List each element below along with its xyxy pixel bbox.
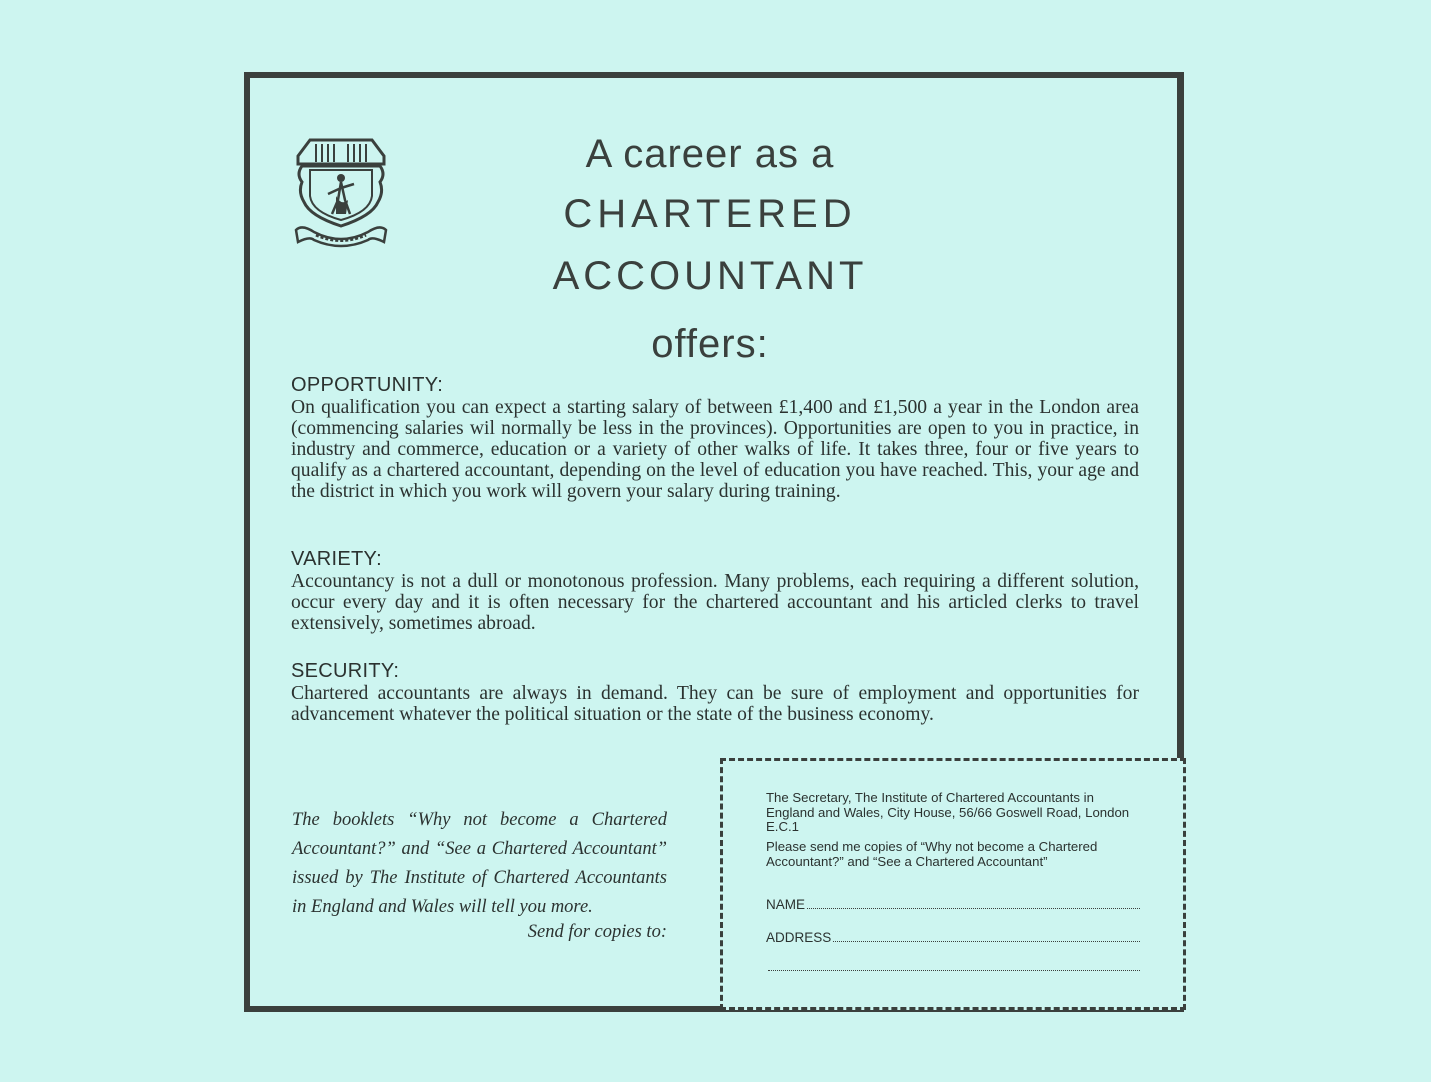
name-line[interactable] — [807, 908, 1140, 909]
booklet-text: The booklets “Why not become a Chartered Accountant?” and “See a Chartered Accountant” issued by The Institute of Chartered Accountants in England and Wales will tell you more. — [292, 810, 667, 917]
send-for-text: Send for copies to: — [527, 922, 667, 942]
address-field[interactable] — [766, 930, 1140, 945]
section-security — [291, 660, 1139, 725]
headline-line-2: CHARTERED — [563, 192, 857, 236]
headline-line-4: offers: — [651, 322, 769, 366]
address-line[interactable] — [833, 941, 1140, 942]
section-heading: SECURITY: — [291, 660, 400, 682]
section-heading: OPPORTUNITY: — [291, 374, 444, 396]
section-variety — [291, 548, 1139, 634]
address-field-2[interactable] — [766, 962, 1140, 974]
address-label: ADDRESS — [766, 930, 832, 945]
section-heading: VARIETY: — [291, 548, 382, 570]
name-field[interactable] — [766, 897, 1140, 912]
headline-line-3: ACCOUNTANT — [552, 254, 868, 298]
section-body: Accountancy is not a dull or monotonous profession. Many problems, each requiring a different solution, occur every day and it is often necessary for the chartered accountant and his articled clerks to travel extensively, sometimes abroad. — [291, 571, 1139, 634]
coupon-request: Please send me copies of “Why not become a Chartered Accountant?” and “See a Chartered Accountant” — [766, 839, 1098, 869]
section-body: On qualification you can expect a starting salary of between £1,400 and £1,500 a year in the London area (commencing salaries wil normally be less in the provinces). Opportunities are open to you in practice, in industry and commerce, education or a variety of other walks of life. It takes three, four or five years to qualify as a chartered accountant, depending on the level of education you have reached. This, your age and the district in which you work will govern your salary during training. — [291, 397, 1139, 502]
section-body: Chartered accountants are always in demand. They can be sure of employment and opportunities for advancement whatever the political situation or the state of the business economy. — [291, 683, 1139, 725]
coupon-address: The Secretary, The Institute of Chartered Accountants in England and Wales, City House, 56/66 Goswell Road, London E.C.1 — [766, 790, 1130, 834]
headline-line-1: A career as a — [585, 132, 835, 176]
institute-crest-icon — [292, 134, 390, 250]
name-label: NAME — [766, 897, 806, 912]
section-opportunity — [291, 374, 1139, 502]
address-line-2[interactable] — [768, 970, 1140, 971]
